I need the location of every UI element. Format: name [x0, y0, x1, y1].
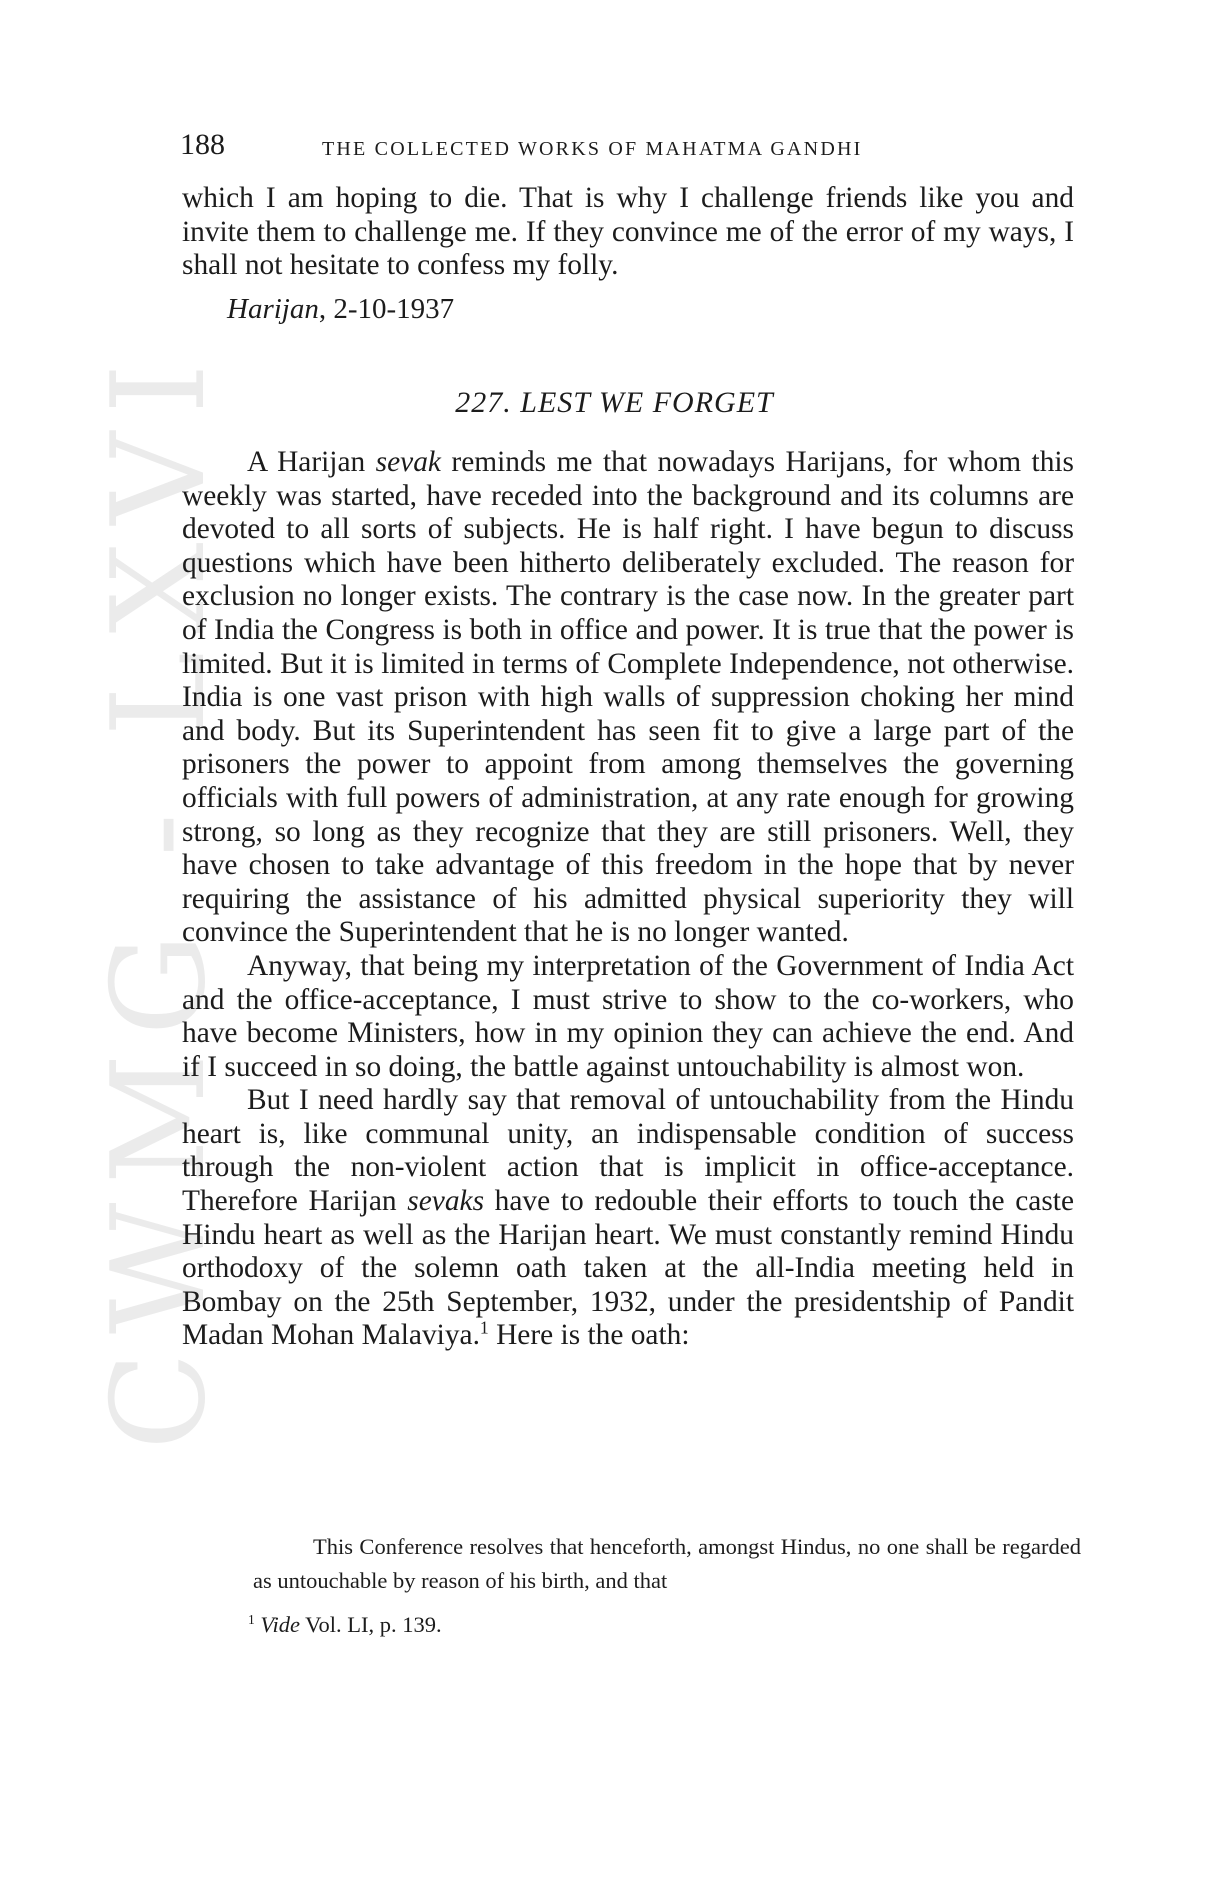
source-citation: [227, 293, 454, 326]
article-body: [182, 446, 1074, 1353]
running-head: THE COLLECTED WORKS OF MAHATMA GANDHI: [322, 138, 863, 160]
footnote-ref: Vol. LI, p. 139.: [299, 1612, 442, 1637]
footnote-vide: Vide: [260, 1612, 300, 1637]
footnote-mark: 1: [248, 1611, 255, 1627]
oath-quotation: [253, 1530, 1081, 1598]
page-number: 188: [180, 128, 225, 161]
term-sevak: sevak: [375, 446, 441, 478]
oath-text: This Conference resolves that henceforth, amongst Hindus, no one shall be regarded as untouchable by reason of his birth, and that: [253, 1534, 1081, 1593]
footnote: [248, 1612, 442, 1638]
closing-paragraph: which I am hoping to die. That is why I challenge friends like you and invite them to challenge me. If they convince me of the error of my ways, I shall not hesitate to confess my folly.: [182, 182, 1074, 282]
term-sevaks: sevaks: [407, 1185, 485, 1218]
article-title: 227. LEST WE FORGET: [455, 386, 774, 419]
source-publication: Harijan: [227, 293, 319, 325]
watermark-text: CWMG - LXVI: [85, 345, 234, 1450]
footnote-reference: 1: [479, 1317, 489, 1338]
source-date: , 2-10-1937: [318, 293, 455, 325]
page-header: [180, 128, 1080, 168]
previous-item-text: [182, 182, 1074, 283]
paragraph-3: But I need hardly say that removal of untouchability from the Hindu heart is, like communal unity, an indispensable condition of success through the non-violent action that is implicit in office-acceptance. Therefore Harijan sevaks have to redouble their efforts to touch the caste Hindu heart as well as the Harijan heart. We must constantly remind Hindu orthodoxy of the solemn oath taken at the all-India meeting held in Bombay on the 25th September, 1932, under the presidentship of Pandit Madan Mohan Malaviya.$^1$ Here is the oath:: [182, 1084, 1074, 1352]
paragraph-1: A Harijan sevak reminds me that nowadays Harijans, for whom this weekly was started, have receded into the background and its columns are devoted to all sorts of subjects. He is half right. I have begun to discuss questions which have been hitherto deliberately excluded. The reason for exclusion no longer exists. The contrary is the case now. In the greater part of India the Congress is both in office and power. It is true that the power is limited. But it is limited in terms of Complete Independence, not otherwise. India is one vast prison with high walls of suppression choking her mind and body. But its Superintendent has seen fit to give a large part of the prisoners the power to appoint from among themselves the governing officials with full powers of administration, at any rate enough for growing strong, so long as they recognize that they are still prisoners. Well, they have chosen to take advantage of this freedom in the hope that by never requiring the assistance of his admitted physical superiority they will convince the Superintendent that he is no longer wanted.: [182, 446, 1074, 949]
paragraph-2: Anyway, that being my interpretation of the Government of India Act and the office-acceptance, I must strive to show to the co-workers, who have become Ministers, how in my opinion they can achieve the end. And if I succeed in so doing, the battle against untouchability is almost won.: [182, 949, 1074, 1083]
